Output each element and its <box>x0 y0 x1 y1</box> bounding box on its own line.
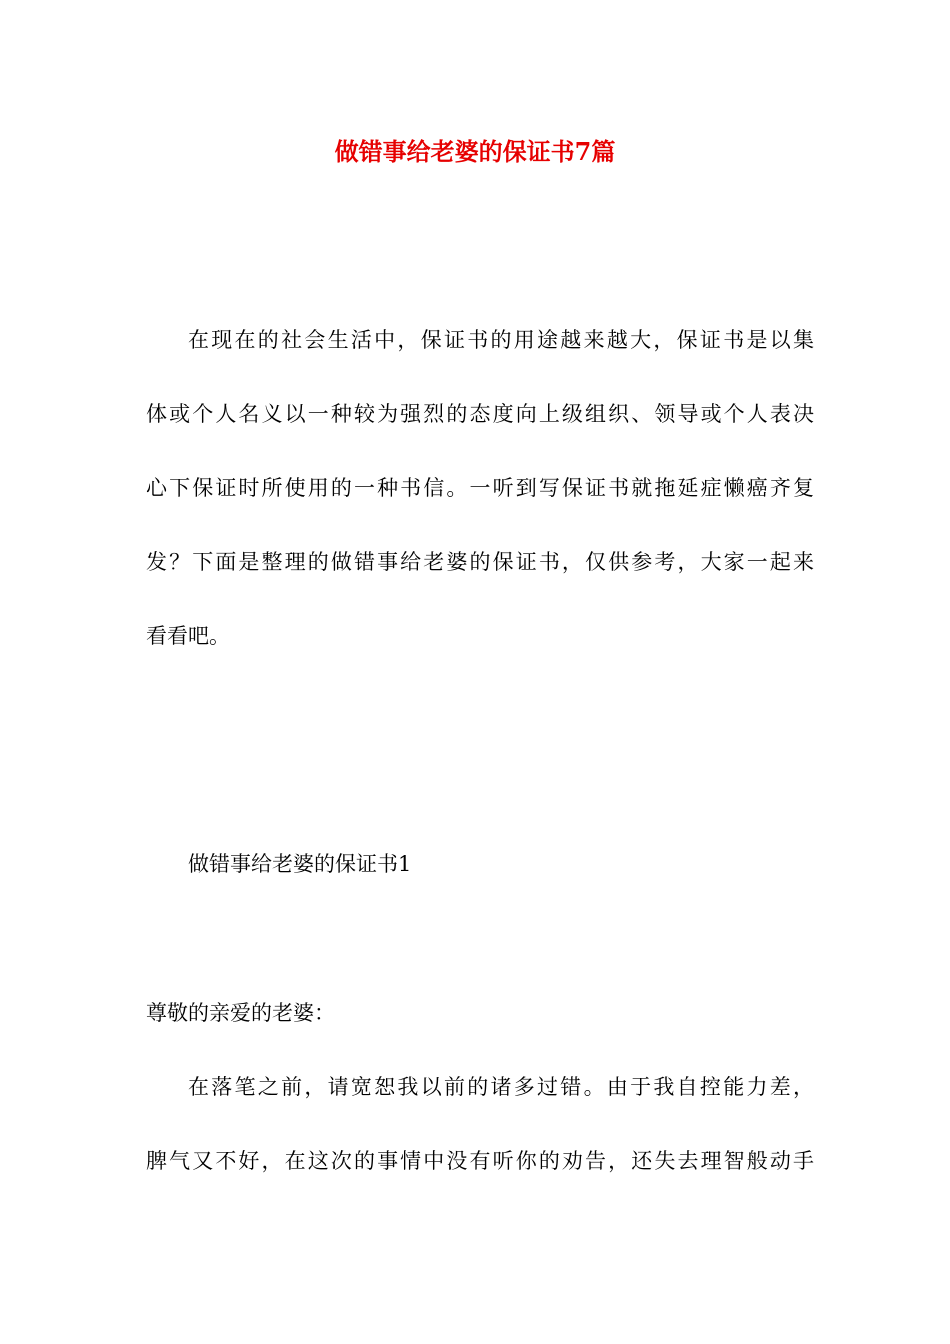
intro-line: 发？下面是整理的做错事给老婆的保证书，仅供参考，大家一起来 <box>146 550 814 574</box>
body-line: 脾气又不好，在这次的事情中没有听你的劝告，还失去理智般动手 <box>146 1149 814 1173</box>
body-line: 在落笔之前，请宽恕我以前的诸多过错。由于我自控能力差， <box>188 1075 814 1099</box>
intro-line: 在现在的社会生活中，保证书的用途越来越大，保证书是以集 <box>188 328 814 352</box>
document-title: 做错事给老婆的保证书7篇 <box>334 137 616 166</box>
intro-line: 看看吧。 <box>146 624 230 648</box>
salutation: 尊敬的亲爱的老婆： <box>146 1001 335 1025</box>
intro-line: 心下保证时所使用的一种书信。一听到写保证书就拖延症懒癌齐复 <box>146 476 814 500</box>
intro-line: 体或个人名义以一种较为强烈的态度向上级组织、领导或个人表决 <box>146 402 814 426</box>
section-heading: 做错事给老婆的保证书1 <box>188 852 412 876</box>
